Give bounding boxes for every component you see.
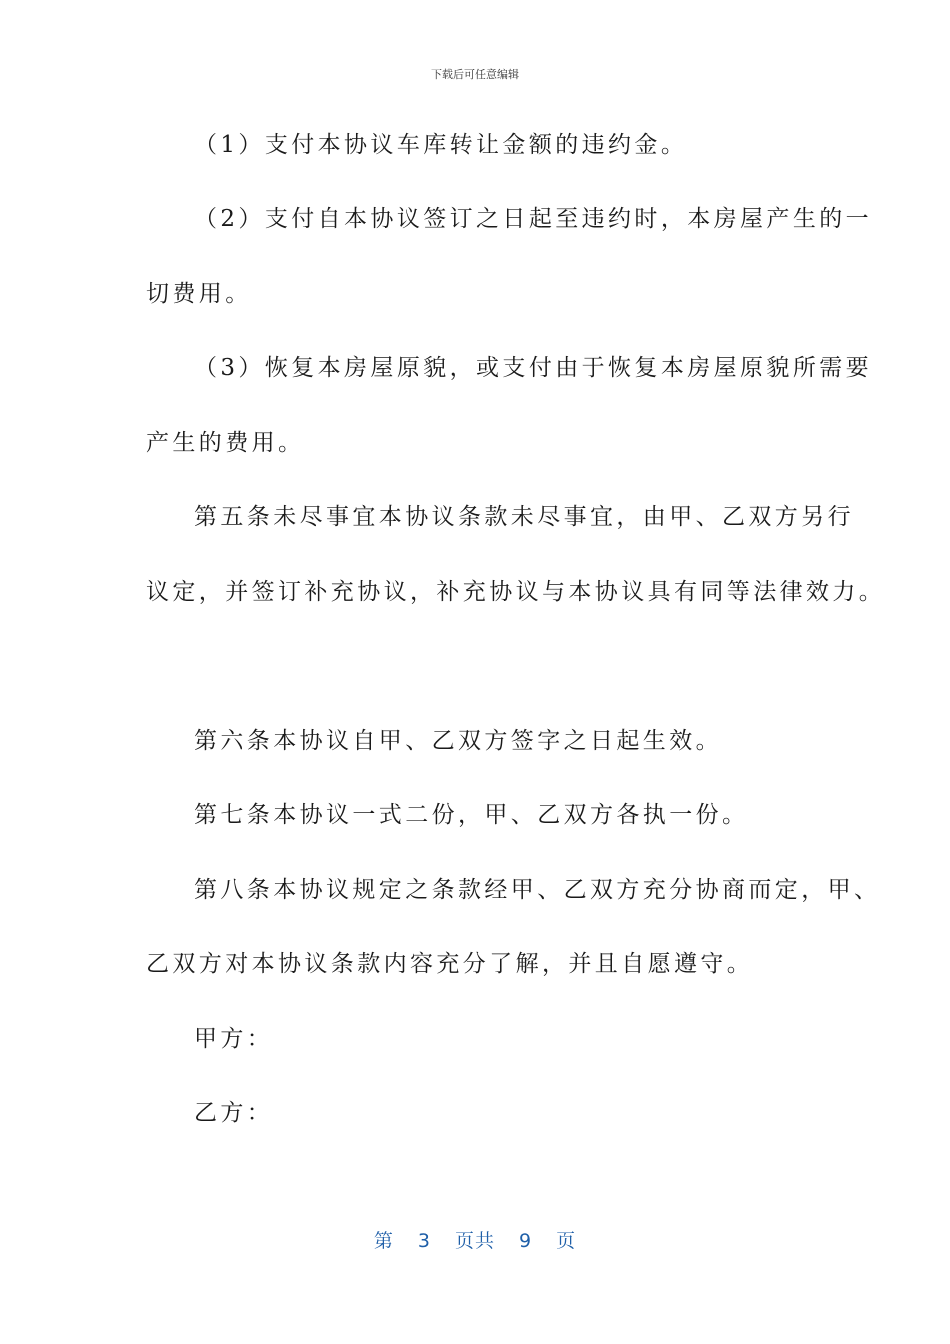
clause-line-2: （2）支付自本协议签订之日起至违约时，本房屋产生的一 [194, 206, 873, 232]
footer-middle: 页共 [454, 1230, 495, 1252]
footer-total-pages: 9 [519, 1230, 533, 1252]
clause-line-4: （3）恢复本房屋原貌，或支付由于恢复本房屋原貌所需要 [194, 355, 873, 381]
footer-current-page: 3 [417, 1230, 431, 1252]
clause-line-9: 第七条本协议一式二份，甲、乙双方各执一份。 [194, 802, 749, 828]
clause-line-11: 乙双方对本协议条款内容充分了解，并且自愿遵守。 [146, 951, 754, 977]
footer-suffix: 页 [556, 1230, 577, 1252]
header-note: 下载后可任意编辑 [431, 68, 519, 81]
clause-line-5: 产生的费用。 [146, 430, 305, 456]
signature-party-a: 甲方： [194, 1026, 274, 1052]
clause-line-1: （1）支付本协议车库转让金额的违约金。 [194, 132, 688, 158]
footer-prefix: 第 [373, 1230, 394, 1252]
clause-line-6: 第五条未尽事宜本协议条款未尽事宜，由甲、乙双方另行 [194, 504, 854, 530]
page-footer [0, 1226, 950, 1253]
clause-line-8: 第六条本协议自甲、乙双方签字之日起生效。 [194, 728, 722, 754]
clause-line-3: 切费用。 [146, 281, 252, 307]
clause-line-7: 议定，并签订补充协议，补充协议与本协议具有同等法律效力。 [146, 579, 886, 605]
clause-line-10: 第八条本协议规定之条款经甲、乙双方充分协商而定，甲、 [194, 877, 881, 903]
signature-party-b: 乙方： [194, 1100, 274, 1126]
